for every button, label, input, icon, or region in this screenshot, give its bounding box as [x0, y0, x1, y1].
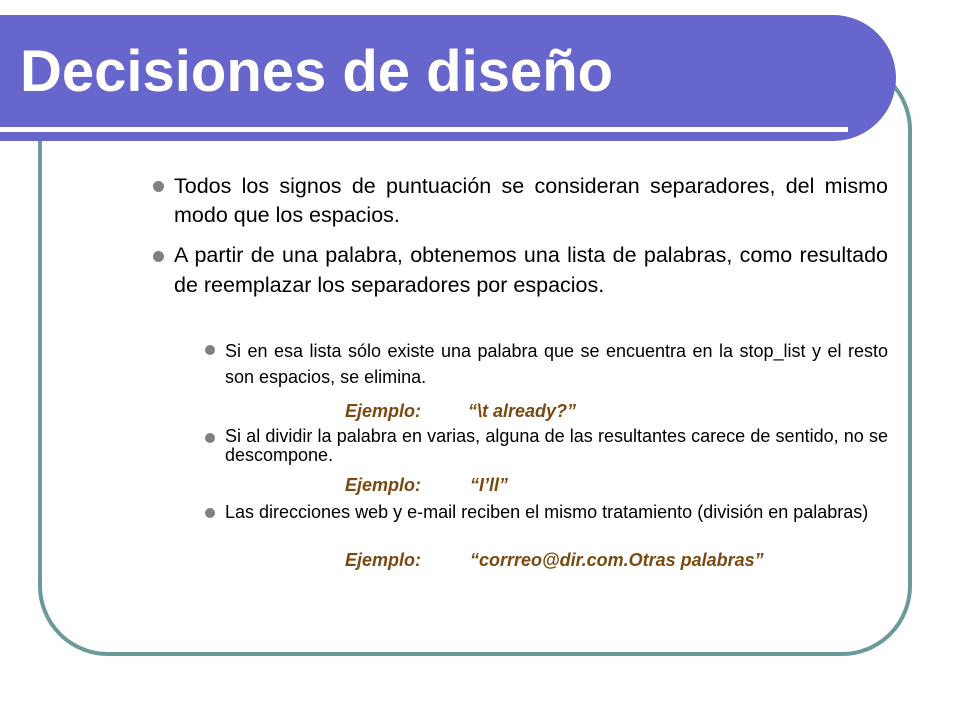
- example-value: “I’ll”: [470, 475, 509, 495]
- sub-bullet-dot-icon: [205, 345, 215, 355]
- sub-bullet-dot-icon: [205, 433, 215, 443]
- example-label: Ejemplo:: [345, 475, 422, 495]
- sub-bullet-stop-list: Si en esa lista sólo existe una palabra que se encuentra en la stop_list y el resto son espacios, se elimina.: [225, 341, 888, 387]
- slide-title: Decisiones de diseño: [20, 39, 614, 104]
- bullet-dot-icon: [153, 251, 164, 262]
- bullet-dot-icon: [153, 181, 164, 192]
- example-value: “corrreo@dir.com.Otras palabras”: [470, 550, 764, 570]
- bullet-word-list: A partir de una palabra, obtenemos una lista de palabras, como resultado de reemplazar los separadores por espacios.: [174, 243, 888, 297]
- bullet-punctuation: Todos los signos de puntuación se consideran separadores, del mismo modo que los espacios.: [174, 174, 888, 227]
- example-value: “\t already?”: [468, 401, 577, 421]
- example-label: Ejemplo:: [345, 401, 422, 421]
- sub-bullet-dot-icon: [205, 508, 215, 518]
- sub-bullet-split: Si al dividir la palabra en varias, alguna de las resultantes carece de sentido, no se descompone.: [225, 426, 888, 465]
- sub-bullet-web-email: Las direcciones web y e-mail reciben el mismo tratamiento (división en palabras): [225, 502, 869, 522]
- example-label: Ejemplo:: [345, 550, 422, 570]
